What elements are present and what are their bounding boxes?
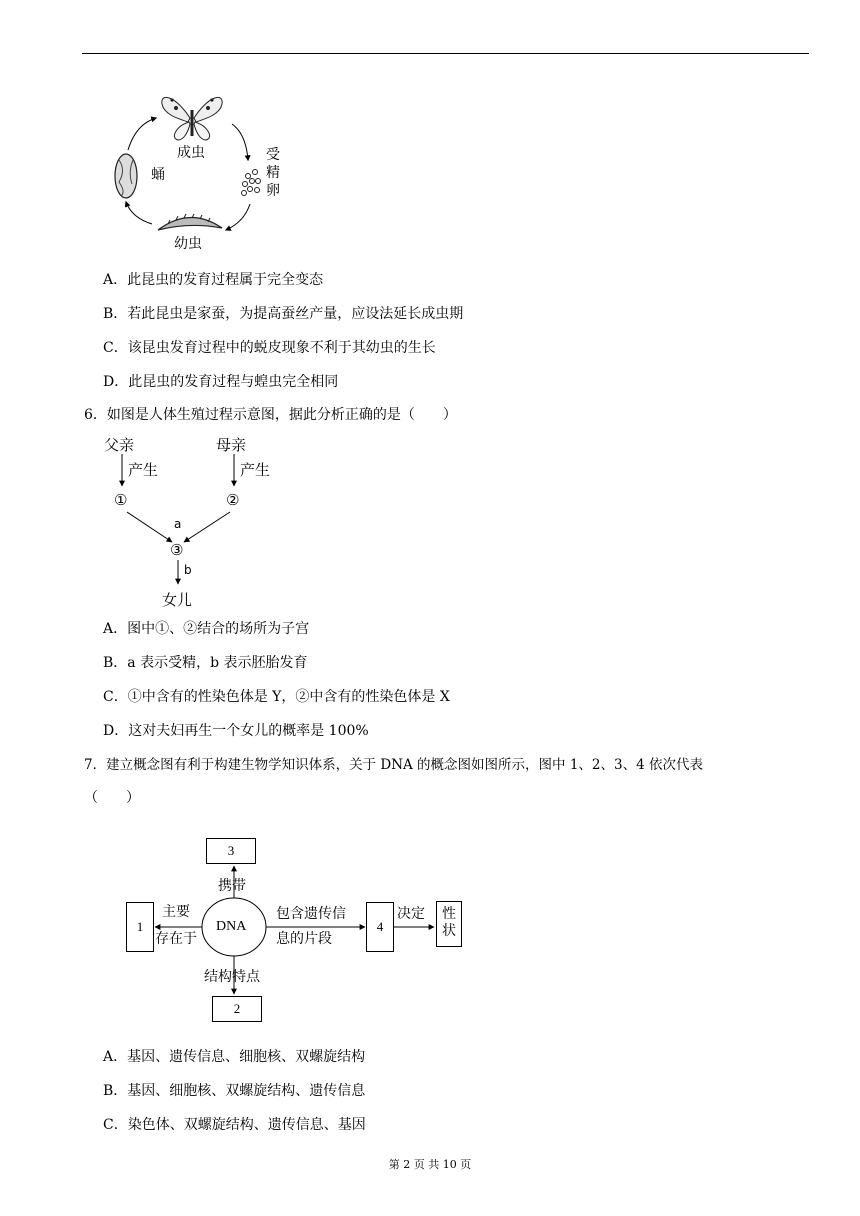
label-egg: ② — [226, 491, 240, 509]
label-contains-1: 包含遗传信 — [276, 906, 346, 922]
q5-option-d: D．此昆虫的发育过程与蝗虫完全相同 — [103, 374, 339, 390]
q6-option-b: B．a 表示受精，b 表示胚胎发育 — [103, 655, 308, 671]
label-carry: 携带 — [218, 878, 246, 894]
box-3: 3 — [206, 838, 256, 864]
q6-option-c: C．①中含有的性染色体是 Y，②中含有的性染色体是 X — [103, 689, 450, 705]
label-a: a — [174, 517, 182, 531]
label-exists-in: 存在于 — [155, 931, 197, 947]
page-footer: 第 2 页 共 10 页 — [388, 1158, 472, 1171]
label-egg-1: 受 — [266, 147, 280, 163]
q7-stem-line2: （ ） — [84, 790, 140, 806]
label-determines: 决定 — [397, 906, 425, 922]
label-zygote: ③ — [170, 541, 184, 559]
q5-option-a: A．此昆虫的发育过程属于完全变态 — [103, 272, 324, 288]
box-2: 2 — [212, 996, 262, 1022]
label-mainly: 主要 — [162, 904, 190, 920]
trait-char-2: 状 — [442, 923, 456, 939]
q6-stem: 6．如图是人体生殖过程示意图，据此分析正确的是（ ） — [84, 407, 457, 423]
label-egg-2: 精 — [266, 165, 280, 181]
box-4: 4 — [366, 902, 394, 952]
q7-option-b: B．基因、细胞核、双螺旋结构、遗传信息 — [103, 1083, 366, 1099]
label-egg-3: 卵 — [266, 183, 280, 199]
label-daughter: 女儿 — [162, 591, 193, 609]
q7-option-a: A．基因、遗传信息、细胞核、双螺旋结构 — [103, 1049, 366, 1065]
label-sperm: ① — [114, 491, 128, 509]
box-1: 1 — [126, 902, 154, 952]
q7-option-c: C．染色体、双螺旋结构、遗传信息、基因 — [103, 1117, 366, 1133]
label-produce-father: 产生 — [128, 461, 159, 479]
label-father: 父亲 — [104, 436, 135, 454]
q6-option-d: D．这对夫妇再生一个女儿的概率是 100% — [103, 723, 369, 739]
label-b: b — [184, 563, 192, 577]
label-structure: 结构特点 — [204, 969, 260, 985]
label-larva: 幼虫 — [174, 236, 202, 252]
q6-option-a: A．图中①、②结合的场所为子宫 — [103, 621, 310, 637]
q5-option-b: B．若此昆虫是家蚕，为提高蚕丝产量，应设法延长成虫期 — [103, 306, 464, 322]
q5-option-c: C．该昆虫发育过程中的蜕皮现象不利于其幼虫的生长 — [103, 340, 436, 356]
label-produce-mother: 产生 — [240, 461, 271, 479]
label-contains-2: 息的片段 — [276, 931, 332, 947]
box-trait — [436, 901, 462, 947]
label-adult: 成虫 — [177, 145, 205, 161]
q7-stem-line1: 7．建立概念图有利于构建生物学知识体系，关于 DNA 的概念图如图所示，图中 1、2、3、4 依次代表 — [84, 757, 703, 773]
label-dna: DNA — [216, 919, 247, 934]
label-pupa: 蛹 — [151, 167, 165, 183]
trait-char-1: 性 — [442, 906, 456, 922]
label-mother: 母亲 — [216, 436, 247, 454]
